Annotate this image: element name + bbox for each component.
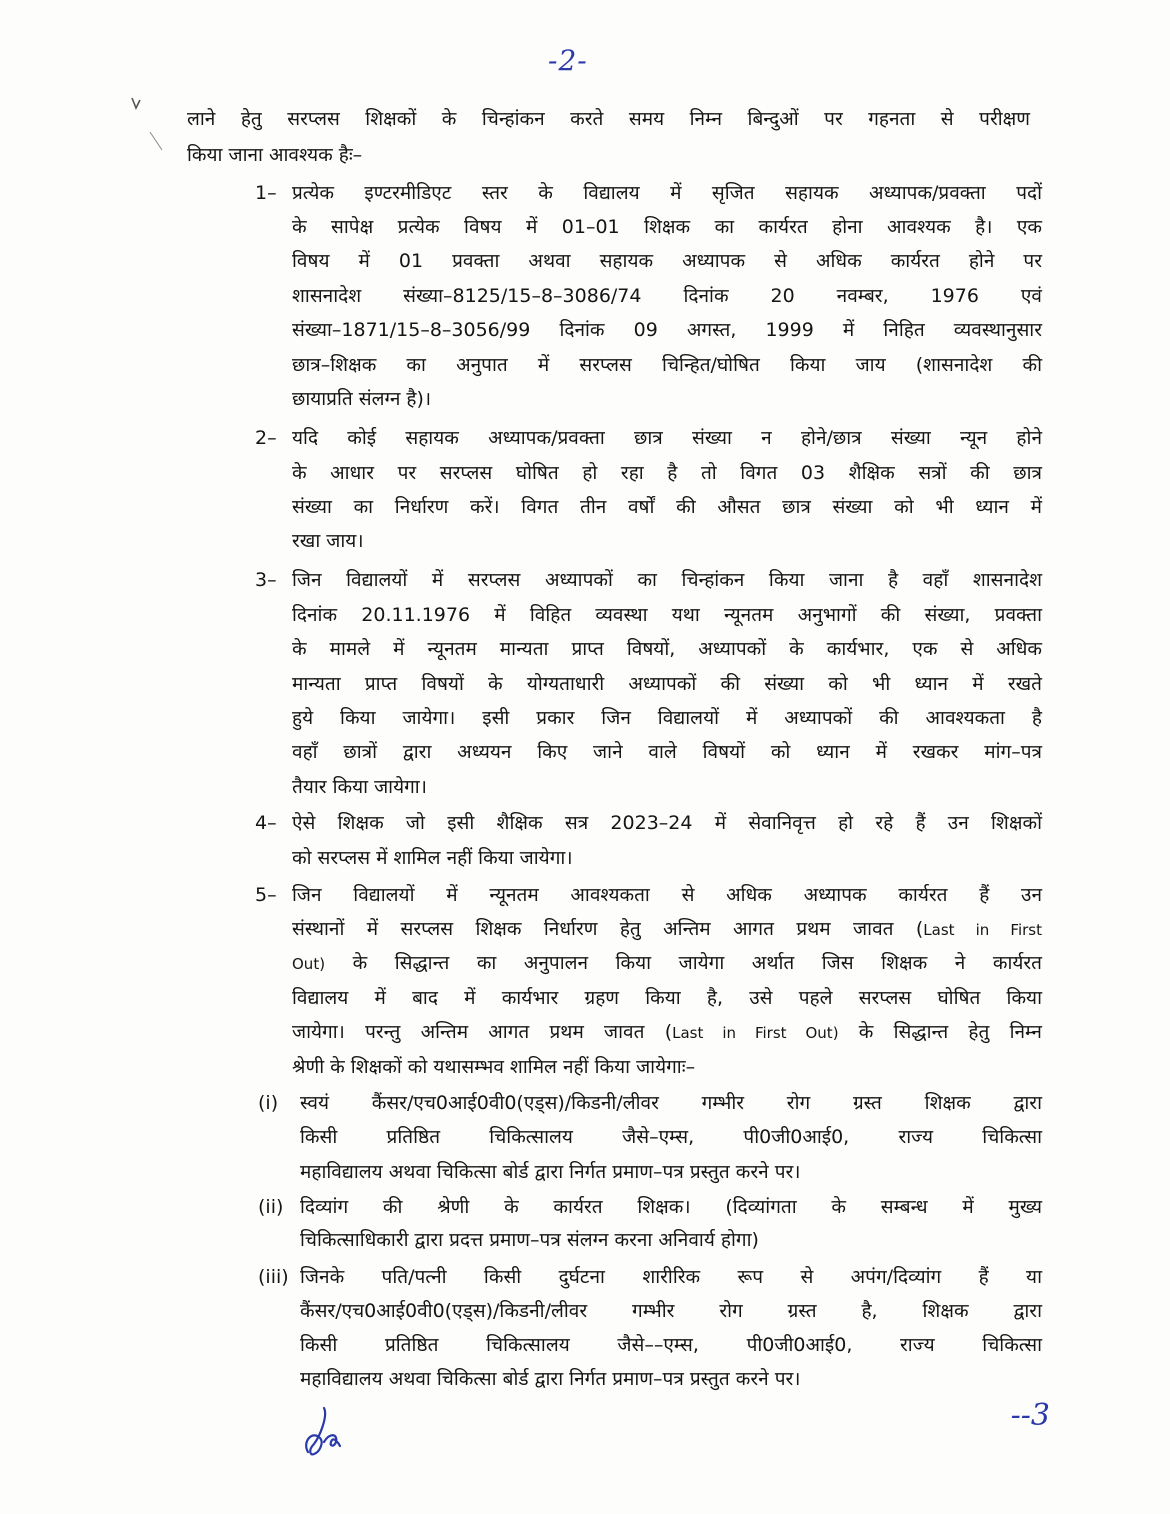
point-5-line: Out) के सिद्धान्त का अनुपालन किया जायेगा अर्थात जिस शिक्षक ने कार्यरत — [292, 952, 1042, 974]
point-3-line: वहाँ छात्रों द्वारा अध्ययन किए जाने वाले विषयों को ध्यान में रखकर मांग–पत्र — [292, 741, 1042, 763]
point-number: 1– — [255, 182, 277, 204]
subpoint-iii-line: महाविद्यालय अथवा चिकित्सा बोर्ड द्वारा निर्गत प्रमाण–पत्र प्रस्तुत करने पर। — [300, 1368, 801, 1390]
point-3-line: जिन विद्यालयों में सरप्लस अध्यापकों का चिन्हांकन किया जाना है वहाँ शासनादेश — [292, 569, 1042, 591]
point-5-line: जिन विद्यालयों में न्यूनतम आवश्यकता से अधिक अध्यापक कार्यरत हैं उन — [292, 884, 1042, 906]
subpoint-iii-line: किसी प्रतिष्ठित चिकित्सालय जैसे––एम्स, पी0जी0आई0, राज्य चिकित्सा — [300, 1334, 1042, 1356]
point-4-line: को सरप्लस में शामिल नहीं किया जायेगा। — [292, 847, 573, 869]
point-1-line: प्रत्येक इण्टरमीडिएट स्तर के विद्यालय में सृजित सहायक अध्यापक/प्रवक्ता पदों — [292, 182, 1042, 204]
point-5-line: जायेगा। परन्तु अन्तिम आगत प्रथम जावत (Last in First Out) के सिद्धान्त हेतु निम्न — [292, 1021, 1042, 1043]
subpoint-number: (iii) — [258, 1266, 289, 1288]
subpoint-ii-line: दिव्यांग की श्रेणी के कार्यरत शिक्षक। (दिव्यांगता के सम्बन्ध में मुख्य — [300, 1196, 1042, 1218]
subpoint-i-line: स्वयं कैंसर/एच0आई0वी0(एड्स)/किडनी/लीवर गम्भीर रोग ग्रस्त शिक्षक द्वारा — [300, 1092, 1042, 1114]
point-1-line: छात्र–शिक्षक का अनुपात में सरप्लस चिन्हित/घोषित किया जाय (शासनादेश की — [292, 354, 1042, 376]
subpoint-i-line: महाविद्यालय अथवा चिकित्सा बोर्ड द्वारा निर्गत प्रमाण–पत्र प्रस्तुत करने पर। — [300, 1161, 801, 1183]
margin-tick-mark — [128, 92, 168, 162]
handwritten-signature — [298, 1402, 368, 1462]
point-3-line: तैयार किया जायेगा। — [292, 776, 427, 798]
subpoint-ii-line: चिकित्साधिकारी द्वारा प्रदत्त प्रमाण–पत्र संलग्न करना अनिवार्य होगा) — [300, 1229, 759, 1251]
subpoint-number: (ii) — [258, 1196, 284, 1218]
point-1-line: छायाप्रति संलग्न है)। — [292, 388, 432, 410]
point-number: 2– — [255, 427, 277, 449]
point-2-line: रखा जाय। — [292, 530, 364, 552]
point-1-line: शासनादेश संख्या–8125/15–8–3086/74 दिनांक 20 नवम्बर, 1976 एवं — [292, 285, 1042, 307]
point-5-line: विद्यालय में बाद में कार्यभार ग्रहण किया है, उसे पहले सरप्लस घोषित किया — [292, 987, 1042, 1009]
intro-line-2: किया जाना आवश्यक हैः– — [187, 144, 363, 166]
point-1-line: विषय में 01 प्रवक्ता अथवा सहायक अध्यापक से अधिक कार्यरत होने पर — [292, 250, 1042, 272]
subpoint-number: (i) — [258, 1092, 279, 1114]
point-2-line: यदि कोई सहायक अध्यापक/प्रवक्ता छात्र संख्या न होने/छात्र संख्या न्यून होने — [292, 427, 1042, 449]
point-1-line: के सापेक्ष प्रत्येक विषय में 01–01 शिक्षक का कार्यरत होना आवश्यक है। एक — [292, 216, 1042, 238]
point-2-line: के आधार पर सरप्लस घोषित हो रहा है तो विगत 03 शैक्षिक सत्रों की छात्र — [292, 462, 1042, 484]
page-number-handwritten: -2- — [548, 44, 588, 77]
point-number: 5– — [255, 884, 277, 906]
point-3-line: दिनांक 20.11.1976 में विहित व्यवस्था यथा न्यूनतम अनुभागों की संख्या, प्रवक्ता — [292, 604, 1042, 626]
subpoint-i-line: किसी प्रतिष्ठित चिकित्सालय जैसे–एम्स, पी0जी0आई0, राज्य चिकित्सा — [300, 1126, 1042, 1148]
point-3-line: मान्यता प्राप्त विषयों के योग्यताधारी अध्यापकों की संख्या को भी ध्यान में रखते — [292, 673, 1042, 695]
point-3-line: हुये किया जायेगा। इसी प्रकार जिन विद्यालयों में अध्यापकों की आवश्यकता है — [292, 707, 1042, 729]
point-number: 3– — [255, 569, 277, 591]
subpoint-iii-line: जिनके पति/पत्नी किसी दुर्घटना शारीरिक रूप से अपंग/दिव्यांग हैं या — [300, 1266, 1042, 1288]
next-page-note-handwritten: --3 — [1010, 1398, 1050, 1433]
point-2-line: संख्या का निर्धारण करें। विगत तीन वर्षों की औसत छात्र संख्या को भी ध्यान में — [292, 496, 1042, 518]
intro-line-1: लाने हेतु सरप्लस शिक्षकों के चिन्हांकन करते समय निम्न बिन्दुओं पर गहनता से परीक्षण — [187, 108, 1030, 130]
point-number: 4– — [255, 812, 277, 834]
point-5-line: श्रेणी के शिक्षकों को यथासम्भव शामिल नहीं किया जायेगाः– — [292, 1056, 696, 1078]
point-5-line: संस्थानों में सरप्लस शिक्षक निर्धारण हेतु अन्तिम आगत प्रथम जावत (Last in First — [292, 918, 1042, 940]
point-3-line: के मामले में न्यूनतम मान्यता प्राप्त विषयों, अध्यापकों के कार्यभार, एक से अधिक — [292, 638, 1042, 660]
point-1-line: संख्या–1871/15–8–3056/99 दिनांक 09 अगस्त, 1999 में निहित व्यवस्थानुसार — [292, 319, 1042, 341]
point-4-line: ऐसे शिक्षक जो इसी शैक्षिक सत्र 2023–24 में सेवानिवृत्त हो रहे हैं उन शिक्षकों — [292, 812, 1042, 834]
subpoint-iii-line: कैंसर/एच0आई0वी0(एड्स)/किडनी/लीवर गम्भीर रोग ग्रस्त है, शिक्षक द्वारा — [300, 1300, 1042, 1322]
